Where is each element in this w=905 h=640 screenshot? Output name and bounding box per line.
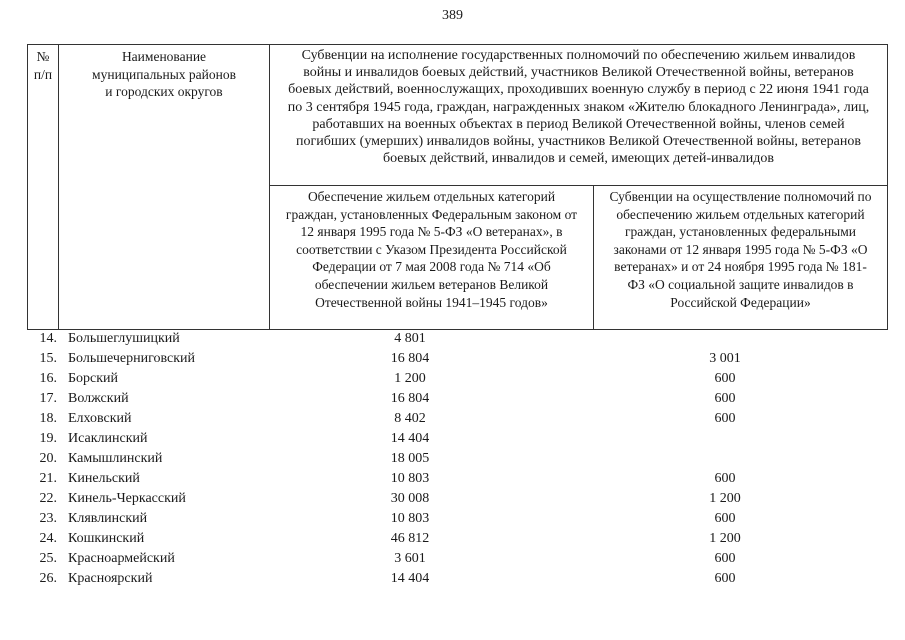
table-row — [27, 529, 887, 549]
row-number: 26. — [39, 571, 57, 586]
table-row — [27, 369, 887, 389]
housing-federal-law-value: 1 200 — [709, 491, 741, 506]
district-name: Клявлинский — [68, 511, 148, 526]
housing-federal-law-value: 600 — [714, 411, 736, 426]
district-name: Исаклинский — [68, 431, 148, 446]
housing-decree-value: 16 804 — [390, 391, 430, 406]
row-number: 23. — [39, 511, 57, 526]
header-name-col: Наименование муниципальных районов и городских округов — [59, 45, 270, 330]
row-number: 16. — [39, 371, 57, 386]
district-name: Кинельский — [68, 471, 140, 486]
housing-federal-law-value: 3 001 — [709, 351, 741, 366]
page-number: 389 — [442, 8, 463, 23]
district-name: Красноармейский — [68, 551, 175, 566]
housing-decree-value: 46 812 — [390, 531, 430, 546]
housing-federal-law-value: 600 — [714, 551, 736, 566]
housing-decree-value: 18 005 — [390, 451, 430, 466]
table-row — [27, 409, 887, 429]
housing-decree-value: 1 200 — [394, 371, 426, 386]
district-name: Волжский — [68, 391, 129, 406]
housing-federal-law-value: 600 — [714, 511, 736, 526]
row-number: 19. — [39, 431, 57, 446]
table-row — [27, 449, 887, 469]
housing-federal-law-value: 600 — [714, 371, 736, 386]
row-number: 25. — [39, 551, 57, 566]
housing-decree-value: 10 803 — [390, 471, 430, 486]
housing-decree-value: 3 601 — [394, 551, 426, 566]
district-name: Большечерниговский — [68, 351, 196, 366]
table-row — [27, 509, 887, 529]
housing-federal-law-value: 600 — [714, 471, 736, 486]
table-body — [27, 329, 887, 589]
housing-federal-law-value: 1 200 — [709, 531, 741, 546]
district-name: Кинель-Черкасский — [68, 491, 186, 506]
header-sub-col-1: Обеспечение жильем отдельных категорий граждан, установленных Федеральным законом от 12 января 1995 года № 5-ФЗ «О ветеранах», в соответствии с Указом Президента Российской Федерации от 7 мая 2008 года № 714 «Об обеспечении жильем ветеранов Великой Отечественной войны 1941–1945 годов» — [270, 186, 594, 330]
housing-federal-law-value: 600 — [714, 391, 736, 406]
table-row — [27, 489, 887, 509]
district-name: Камышлинский — [68, 451, 163, 466]
housing-decree-value: 14 404 — [390, 571, 430, 586]
housing-decree-value: 30 008 — [390, 491, 430, 506]
table-row — [27, 389, 887, 409]
row-number: 15. — [39, 351, 57, 366]
header-sub-col-2: Субвенции на осуществление полномочий по обеспечению жильем отдельных категорий граждан, установленных федеральными законами от 12 января 1995 года № 5-ФЗ «О ветеранах» и от 24 ноября 1995 года № 181-ФЗ «О социальной защите инвалидов в Российской Федерации» — [594, 186, 888, 330]
table-row — [27, 349, 887, 369]
housing-decree-value: 14 404 — [390, 431, 430, 446]
district-name: Елховский — [68, 411, 132, 426]
housing-decree-value: 4 801 — [394, 331, 426, 346]
district-name: Большеглушицкий — [68, 331, 180, 346]
table-row — [27, 569, 887, 589]
district-name: Кошкинский — [68, 531, 145, 546]
table-row — [27, 549, 887, 569]
row-number: 21. — [39, 471, 57, 486]
row-number: 24. — [39, 531, 57, 546]
header-main-col: Субвенции на исполнение государственных полномочий по обеспечению жильем инвалидов войны и инвалидов боевых действий, участников Великой Отечественной войны, ветеранов боевых действий, военнослужащих, проходивших военную службу в период с 22 июня 1941 года по 3 сентября 1945 года, граждан, награжденных знаком «Жителю блокадного Ленинграда», лиц, работавших на военных объектах в период Великой Отечественной войны, членов семей погибших (умерших) инвалидов войны, участников Великой Отечественной войны, ветеранов боевых действий, инвалидов и семей, имеющих детей-инвалидов — [270, 45, 888, 186]
housing-decree-value: 10 803 — [390, 511, 430, 526]
table-row — [27, 469, 887, 489]
row-number: 17. — [39, 391, 57, 406]
row-number: 22. — [39, 491, 57, 506]
housing-federal-law-value: 600 — [714, 571, 736, 586]
header-num-col: № п/п — [28, 45, 59, 330]
row-number: 14. — [39, 331, 57, 346]
housing-decree-value: 16 804 — [390, 351, 430, 366]
housing-decree-value: 8 402 — [394, 411, 426, 426]
table-header — [27, 44, 888, 330]
district-name: Красноярский — [68, 571, 153, 586]
table-row — [27, 429, 887, 449]
row-number: 18. — [39, 411, 57, 426]
district-name: Борский — [68, 371, 119, 386]
row-number: 20. — [39, 451, 57, 466]
table-row — [27, 329, 887, 349]
